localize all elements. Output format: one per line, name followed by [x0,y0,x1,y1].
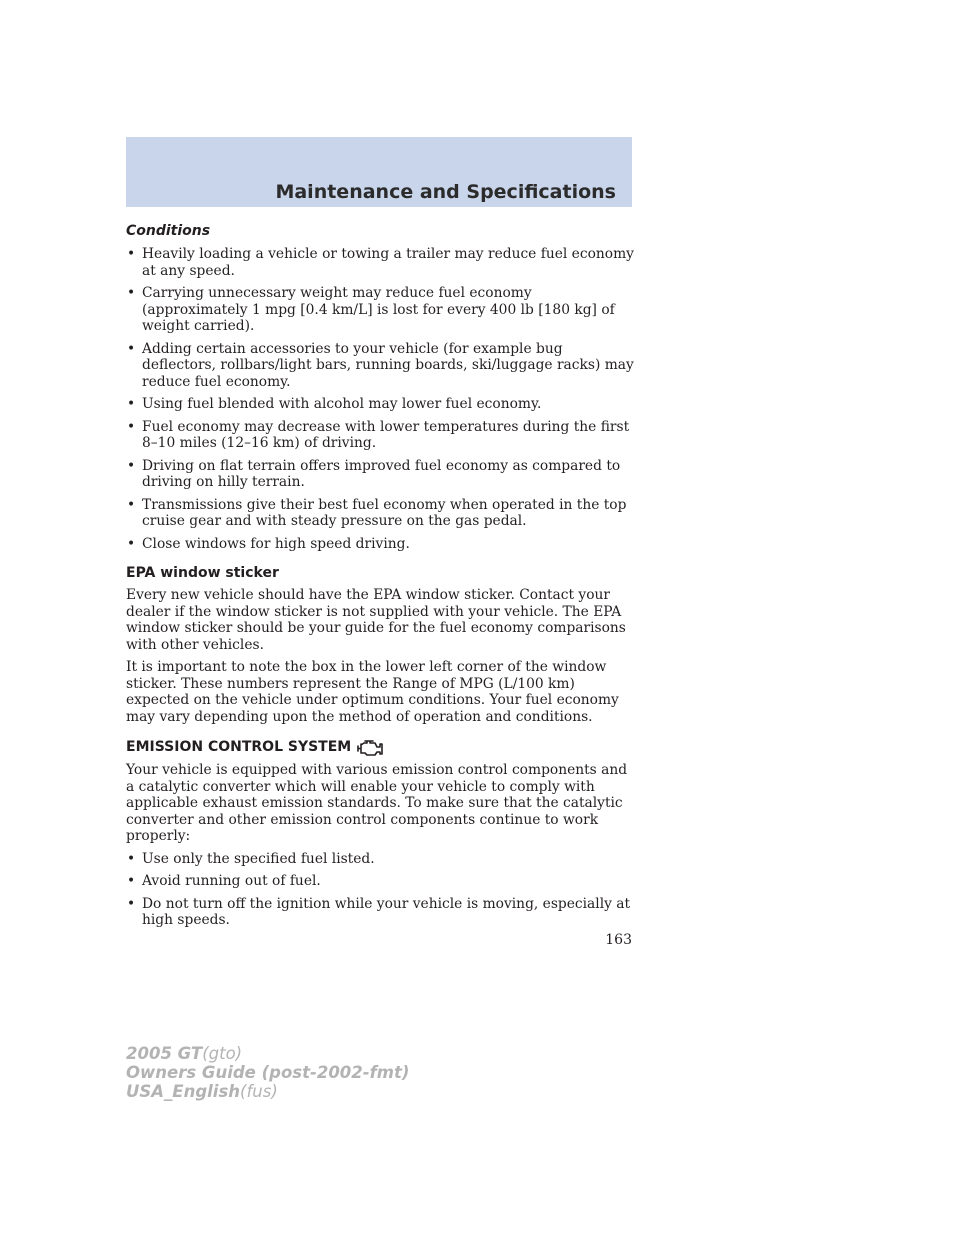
bullet-icon: • [127,535,136,552]
list-item: • Fuel economy may decrease with lower temperatures during the first 8–10 miles (12–16 km) of driving. [127,418,630,451]
emission-paragraph: Your vehicle is equipped with various emission control components and a catalytic converter which will enable your vehicle to comply with applicable exhaust emission standards. To make sure that the catalytic converter and other emission control components continue to work properly: [126,762,628,844]
list-item: • Transmissions give their best fuel economy when operated in the top cruise gear and with steady pressure on the gas pedal. [127,496,627,529]
list-item: • Close windows for high speed driving. [127,535,410,552]
page-number: 163 [605,932,632,948]
bullet-icon: • [127,873,136,889]
list-item: • Do not turn off the ignition while your vehicle is moving, especially at high speeds. [127,895,631,928]
conditions-heading: Conditions [126,223,211,239]
footer-line: Owners Guide (post-2002-fmt) [126,1063,410,1082]
conditions-list [126,246,638,552]
bullet-icon: • [127,850,136,867]
document-footer [126,1044,409,1101]
section-title: Maintenance and Specifications [275,181,616,203]
check-engine-icon [354,737,384,757]
list-item: • Driving on flat terrain offers improved fuel economy as compared to driving on hilly terrain. [127,457,621,490]
emission-list [126,851,638,929]
bullet-icon: • [127,285,136,301]
epa-paragraph: Every new vehicle should have the EPA window sticker. Contact your dealer if the window sticker is not supplied with your vehicle. The EPA window sticker should be your guide for the fuel economy comparisons with other vehicles. [126,587,626,653]
bullet-icon: • [127,418,136,435]
page-content [126,222,638,935]
footer-line: USA_English(fus) [126,1082,278,1101]
bullet-icon: • [127,895,136,912]
list-item: • Using fuel blended with alcohol may lower fuel economy. [127,396,542,412]
list-item: • Avoid running out of fuel. [127,873,321,889]
bullet-icon: • [127,457,136,474]
bullet-icon: • [127,246,136,262]
bullet-icon: • [127,396,136,412]
list-item: • Heavily loading a vehicle or towing a trailer may reduce fuel economy at any speed. [127,246,634,279]
list-item: • Carrying unnecessary weight may reduce fuel economy (approximately 1 mpg [0.4 km/L] is lost for every 400 lb [180 kg] of weight carried). [127,285,615,334]
list-item: • Adding certain accessories to your vehicle (for example bug deflectors, rollbars/light bars, running boards, ski/luggage racks) may reduce fuel economy. [127,340,634,390]
epa-heading: EPA window sticker [126,565,279,581]
bullet-icon: • [127,340,136,357]
list-item: • Use only the specified fuel listed. [127,850,375,867]
bullet-icon: • [127,496,136,513]
epa-paragraph: It is important to note the box in the lower left corner of the window sticker. These numbers represent the Range of MPG (L/100 km) expected on the vehicle under optimum conditions. Your fuel economy may vary depending upon the method of operation and conditions. [126,659,619,725]
footer-line: 2005 GT(gto) [126,1044,243,1063]
emission-heading: EMISSION CONTROL SYSTEM [126,737,638,757]
section-header-bar [126,137,632,207]
